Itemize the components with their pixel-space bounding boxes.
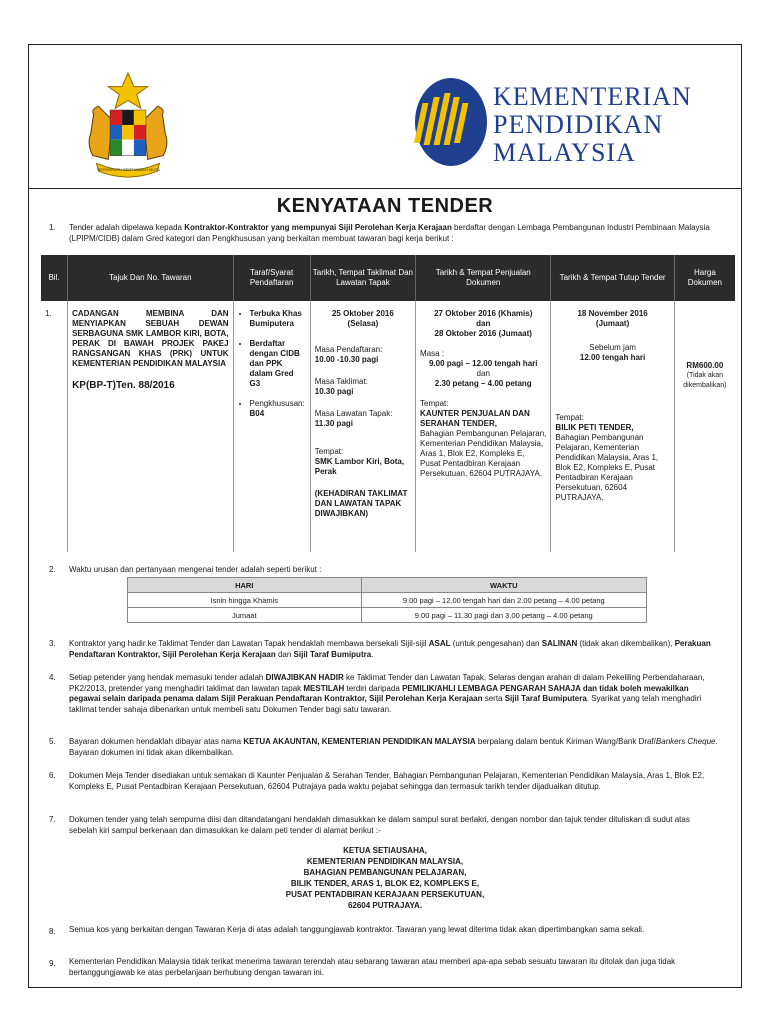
sale-time-2: 2.30 petang – 4.00 petang	[434, 379, 532, 388]
closing-place-label: Tempat:	[555, 413, 584, 422]
closing-before: Sebelum jam	[589, 343, 636, 352]
item-4-number: 4.	[49, 673, 56, 682]
item-3-text: Kontraktor yang hadir ke Taklimat Tender dan Lawatan Tapak hendaklah membawa bersekali Sijil-sijil ASAL (untuk pengesahan) dan SALINAN (tidak akan dikembalikan), Perakuan Pendaftaran Kontraktor, Sijil Perolehan Kerja Kerajaan dan Sijil Taraf Bumiputra.	[69, 639, 711, 659]
tender-title: CADANGAN MEMBINA DAN MENYIAPKAN SEBUAH DEWAN SERBAGUNA SMK LAMBOR KIRI, BOTA, PERAK DI BAWAH PROJEK PAKEJ RANGSANGAN KHAS (PRK) UNTUK KEMENTERIAN PENDIDIKAN MALAYSIA	[72, 309, 229, 368]
header-divider	[29, 188, 741, 189]
item-9-number: 9.	[49, 959, 56, 968]
registration-time: 10.00 -10.30 pagi	[314, 355, 379, 364]
item-1-text: Tender adalah dipelawa kepada Kontraktor-Kontraktor yang mempunyai Sijil Perolehan Kerja Kerajaan berdaftar dengan Lembaga Pembangunan Industri Pembinaan Malaysia (LPIPM/CIDB) dalam Gred kategori dan Pengkhususan yang berkaitan membuat tawaran bagi kerja berikut :	[69, 223, 710, 243]
item-6-number: 6.	[49, 771, 56, 780]
sale-time-and: dan	[476, 369, 490, 378]
address-line: PUSAT PENTADBIRAN KERAJAAN PERSEKUTUAN,	[285, 890, 485, 899]
sale-time-label: Masa :	[420, 349, 445, 358]
item-6-text: Dokumen Meja Tender disediakan untuk semakan di Kaunter Penjualan & Serahan Tender, Bahagian Pembangunan Pelajaran, Kementerian Pendidikan Malaysia, Aras 1, Blok E2, Kompleks E, Pusat Pentadbiran Kerajaan Persekutuan, 62604 Putrajaya pada waktu pejabat sehingga dan termasuk tarikh tender dijadualkan ditutup.	[69, 771, 705, 791]
tender-notice-page	[28, 44, 742, 988]
address-line: 62604 PUTRAJAYA.	[347, 901, 423, 910]
item-7-number: 7.	[49, 815, 56, 824]
item-4-text: Setiap petender yang hendak memasuki tender adalah DIWAJIBKAN HADIR ke Taklimat Tender dan Lawatan Tapak. Selaras dengan arahan di dalam Pekeliling Perbendaharaan, PK2/2013, pretender yang menghadiri taklimat dan lawatan tapak MESTILAH terdiri daripada PEMILIK/AHLI LEMBAGA PENGARAH SAHAJA dan tidak boleh mewakilkan pegawai selain daripada penama dalam Sijil Perakuan Pendaftaran Kontraktor, Sijil Perolehan Kerja Kerajaan serta Sijil Taraf Bumiputera. Syarikat yang telah menghadiri taklimat tender sahaja dibenarkan untuk membeli satu Dokumen Tender bagi satu tawaran.	[69, 673, 705, 714]
sale-place-label: Tempat:	[420, 399, 449, 408]
table-row	[41, 301, 735, 552]
briefing-place-label: Tempat:	[314, 447, 344, 456]
sale-date-2: 28 Oktober 2016 (Jumaat)	[434, 329, 532, 338]
briefing-time: 10.30 pagi	[314, 387, 354, 396]
tender-table-header	[41, 255, 735, 301]
closing-time: 12.00 tengah hari	[579, 353, 646, 362]
malaysia-coat-of-arms-icon	[69, 65, 187, 183]
closing-place-title: BILIK PETI TENDER,	[555, 423, 634, 432]
sale-time-1: 9.00 pagi – 12.00 tengah hari	[428, 359, 538, 368]
briefing-day: (Selasa)	[347, 319, 379, 328]
briefing-label: Masa Taklimat:	[314, 377, 368, 386]
col-header-title: Tajuk Dan No. Tawaran	[68, 255, 233, 301]
business-hours-table	[127, 577, 647, 623]
tender-ref-number: KP(BP-T)Ten. 88/2016	[72, 380, 175, 391]
col-header-status: Taraf/Syarat Pendaftaran	[233, 255, 310, 301]
row-status-cell	[233, 301, 310, 552]
item-2-text: Waktu urusan dan pertanyaan mengenai tender adalah seperti berikut :	[69, 565, 322, 574]
attendance-mandatory-note: (KEHADIRAN TAKLIMAT DAN LAWATAN TAPAK DIWAJIBKAN)	[314, 489, 408, 518]
sale-date-1: 27 Oktober 2016 (Khamis)	[434, 309, 533, 318]
status-specialization: • Pengkhususan: B04	[250, 399, 306, 419]
agency-name	[493, 83, 692, 167]
col-header-briefing: Tarikh, Tempat Taklimat Dan Lawatan Tapak	[310, 255, 415, 301]
hours-table-header	[128, 578, 647, 593]
page-title: KENYATAAN TENDER	[276, 195, 494, 217]
sale-place-address: Bahagian Pembangunan Pelajaran, Kementerian Pendidikan Malaysia, Aras 1, Blok E2, Kompleks E, Pusat Pentadbiran Kerajaan Persekutuan, 62604 PUTRAJAYA.	[420, 429, 547, 478]
crest-motto-text: BERSEKUTU BERTAMBAH MUTU	[97, 167, 161, 172]
col-header-price: Harga Dokumen	[674, 255, 735, 301]
agency-name-line3: MALAYSIA	[493, 138, 636, 167]
hours-day: Isnin hingga Khamis	[128, 593, 362, 608]
item-9-text: Kementerian Pendidikan Malaysia tidak terikat menerima tawaran terendah atau sebarang tawaran atau memberi apa-apa sebab sesuatu tawaran itu ditolak dan juga tidak bertanggungjawab ke atas perbelanjaan berhubung dengan tawaran ini.	[69, 957, 676, 977]
site-visit-label: Masa Lawatan Tapak:	[314, 409, 393, 418]
item-7-text: Dokumen tender yang telah sempurna diisi dan ditandatangani hendaklah dimasukkan ke dalam sampul surat berlakri, dengan nombor dan tajuk tender dituliskan di sudut atas sebelah kiri sampul berkenaan dan dimasukkan ke dalam peti tender di alamat berikut :-	[69, 815, 690, 835]
hours-time: 9.00 pagi – 11.30 pagi dan 3.00 petang – 4.00 petang	[361, 608, 646, 623]
hours-header-day: HARI	[128, 578, 362, 593]
tender-table	[41, 255, 735, 552]
site-visit-time: 11.30 pagi	[314, 419, 353, 428]
row-price-cell	[674, 301, 735, 552]
table-row	[128, 593, 647, 608]
header	[29, 45, 741, 189]
agency-name-line1: KEMENTERIAN	[493, 82, 692, 111]
status-cidb: • Berdaftar dengan CIDB dan PPK dalam Gred G3	[250, 339, 306, 389]
address-line: BAHAGIAN PEMBANGUNAN PELAJARAN,	[303, 868, 467, 877]
briefing-date: 25 Oktober 2016	[331, 309, 394, 318]
item-3-number: 3.	[49, 639, 56, 648]
address-line: KETUA SETIAUSAHA,	[343, 846, 427, 855]
registration-label: Masa Pendaftaran:	[314, 345, 383, 354]
item-8-number: 8.	[49, 927, 56, 936]
status-bumiputera: • Terbuka Khas Bumiputera	[250, 309, 306, 329]
item-8-text: Semua kos yang berkaitan dengan Tawaran Kerja di atas adalah tanggungjawab kontraktor. Tawaran yang lewat diterima tidak akan dipertimbangkan sama sekali.	[69, 925, 645, 934]
closing-day: (Jumaat)	[595, 319, 630, 328]
row-briefing-cell	[310, 301, 415, 552]
col-header-sale: Tarikh & Tempat Penjualan Dokumen	[416, 255, 551, 301]
address-line: KEMENTERIAN PENDIDIKAN MALAYSIA,	[306, 857, 464, 866]
row-sale-cell	[416, 301, 551, 552]
briefing-place: SMK Lambor Kiri, Bota, Perak	[314, 457, 405, 476]
closing-place-address: Bahagian Pembangunan Pelajaran, Kementerian Pendidikan Malaysia, Aras 1, Blok E2, Kompleks E, Pusat Pentadbiran Kerajaan Persekutuan, 62604 PUTRAJAYA.	[555, 433, 659, 502]
sale-place-title: KAUNTER PENJUALAN DAN SERAHAN TENDER,	[420, 409, 530, 428]
sale-date-and: dan	[476, 319, 491, 328]
col-header-closing: Tarikh & Tempat Tutup Tender	[551, 255, 674, 301]
agency-name-line2: PENDIDIKAN	[493, 110, 664, 139]
kpm-logo-icon	[414, 77, 488, 167]
hours-header-time: WAKTU	[361, 578, 646, 593]
document-price-note: (Tidak akan dikembalikan)	[683, 372, 727, 389]
table-row	[128, 608, 647, 623]
hours-day: Jumaat	[128, 608, 362, 623]
hours-time: 9.00 pagi – 12.00 tengah hari dan 2.00 petang – 4.00 petang	[361, 593, 646, 608]
closing-date: 18 November 2016	[577, 309, 648, 318]
item-5-number: 5.	[49, 737, 56, 746]
row-closing-cell	[551, 301, 674, 552]
item-2-number: 2.	[49, 565, 56, 574]
row-title-cell	[68, 301, 233, 552]
col-header-bil: Bil.	[41, 255, 68, 301]
document-price: RM600.00	[686, 361, 724, 370]
address-line: BILIK TENDER, ARAS 1, BLOK E2, KOMPLEKS E,	[290, 879, 480, 888]
item-5-text: Bayaran dokumen hendaklah dibayar atas nama KETUA AKAUNTAN, KEMENTERIAN PENDIDIKAN MALAYSIA berpalang dalam bentuk Kiriman Wang/Bank Draf/Bankers Cheque. Bayaran dokumen ini tidak akan dikembalikan.	[69, 737, 718, 757]
tender-box-address	[29, 845, 741, 911]
item-1-number: 1.	[49, 223, 56, 232]
row-bil: 1.	[45, 309, 52, 318]
